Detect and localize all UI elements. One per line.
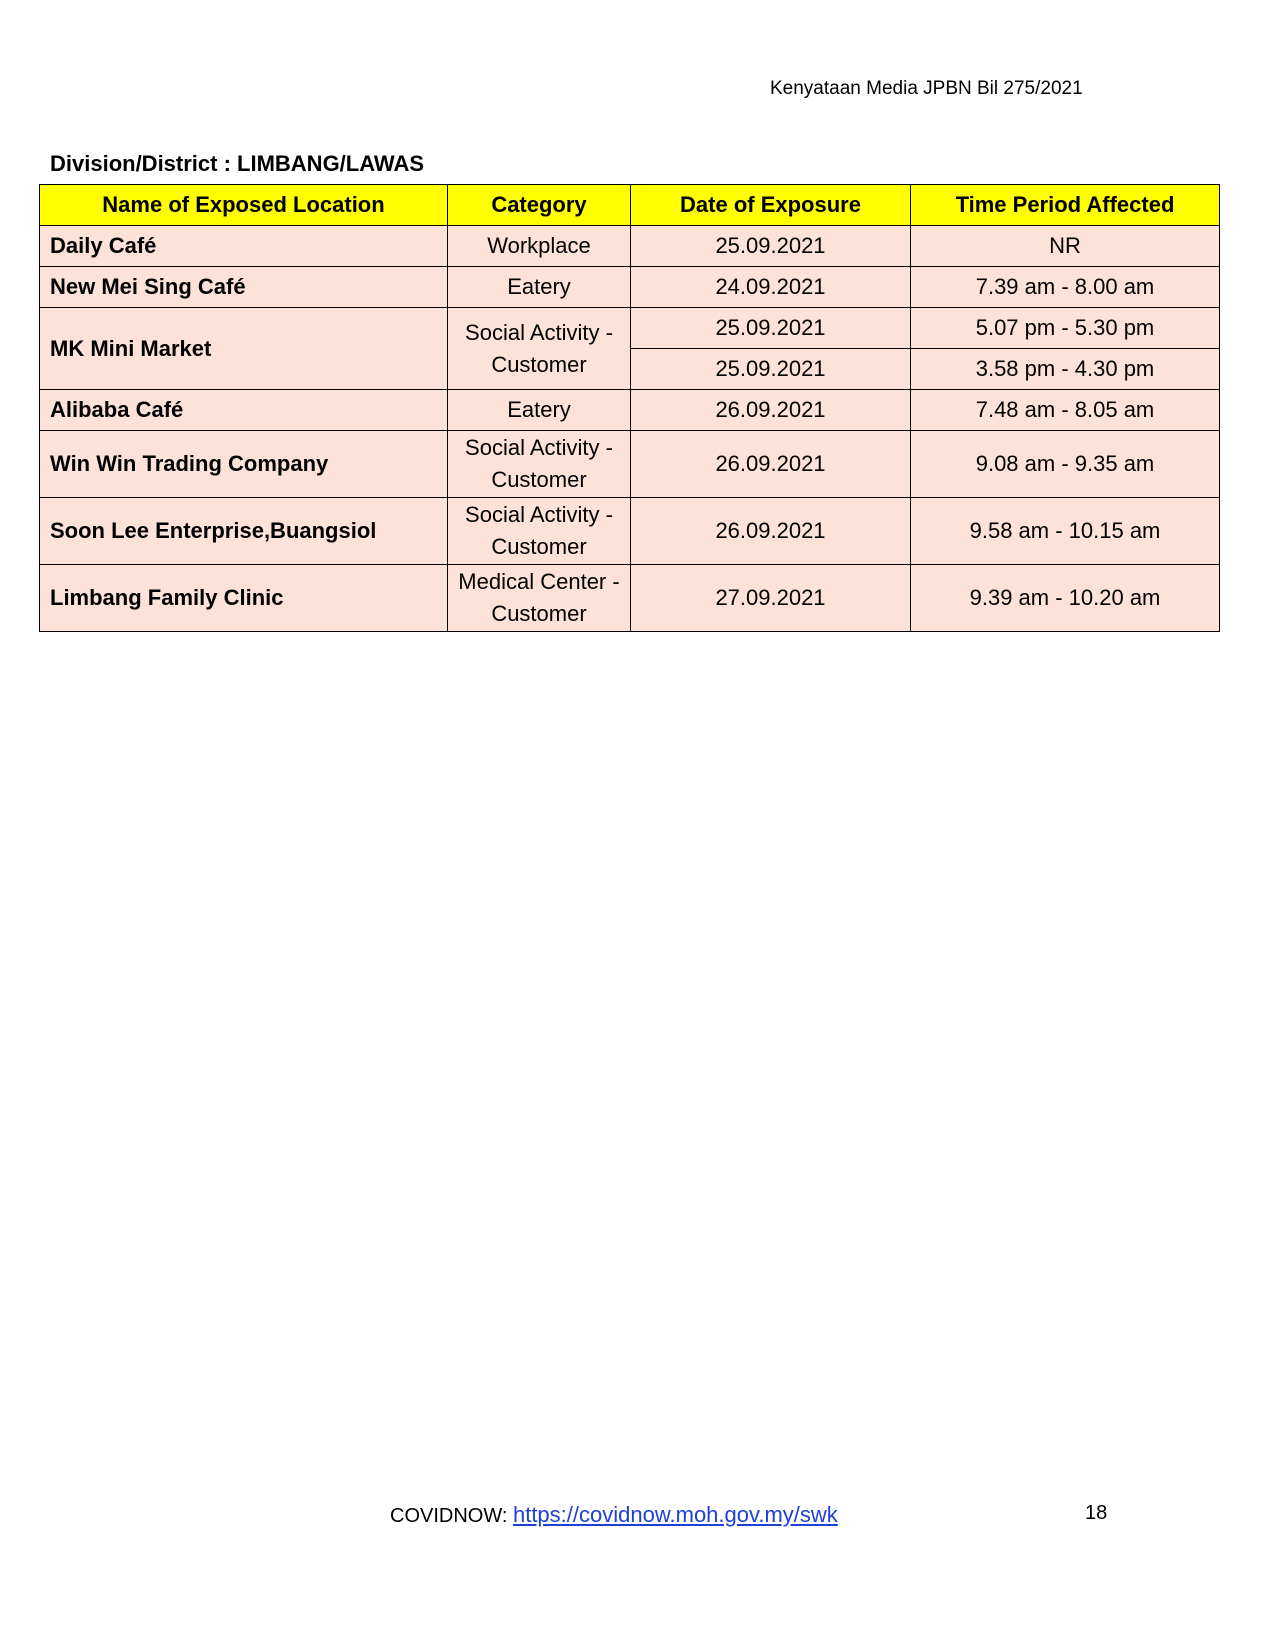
column-header-time: Time Period Affected: [911, 185, 1220, 226]
category-cell: Medical Center - Customer: [448, 565, 631, 632]
category-cell: Social Activity - Customer: [448, 431, 631, 498]
location-cell: New Mei Sing Café: [40, 267, 448, 308]
category-cell: Social Activity - Customer: [448, 308, 631, 390]
date-cell: 26.09.2021: [631, 390, 911, 431]
time-cell: 9.39 am - 10.20 am: [911, 565, 1220, 632]
time-cell: 7.39 am - 8.00 am: [911, 267, 1220, 308]
location-cell: Limbang Family Clinic: [40, 565, 448, 632]
date-cell: 25.09.2021: [631, 308, 911, 349]
time-cell: 3.58 pm - 4.30 pm: [911, 349, 1220, 390]
category-cell: Eatery: [448, 390, 631, 431]
column-header-category: Category: [448, 185, 631, 226]
location-cell: Soon Lee Enterprise,Buangsiol: [40, 498, 448, 565]
table-header-row: [40, 185, 1220, 226]
date-cell: 25.09.2021: [631, 226, 911, 267]
column-header-date: Date of Exposure: [631, 185, 911, 226]
time-cell: NR: [911, 226, 1220, 267]
table-row: [40, 565, 1220, 632]
footer-label: COVIDNOW:: [390, 1505, 513, 1527]
document-reference: Kenyataan Media JPBN Bil 275/2021: [770, 78, 1083, 99]
table-row: [40, 308, 1220, 349]
location-cell: Win Win Trading Company: [40, 431, 448, 498]
page-number: 18: [1085, 1502, 1108, 1524]
time-cell: 5.07 pm - 5.30 pm: [911, 308, 1220, 349]
category-cell: Workplace: [448, 226, 631, 267]
column-header-location: Name of Exposed Location: [40, 185, 448, 226]
exposure-table: [39, 184, 1220, 632]
time-cell: 7.48 am - 8.05 am: [911, 390, 1220, 431]
date-cell: 27.09.2021: [631, 565, 911, 632]
category-cell: Social Activity - Customer: [448, 498, 631, 565]
table-row: [40, 267, 1220, 308]
date-cell: 26.09.2021: [631, 498, 911, 565]
table-row: [40, 498, 1220, 565]
table-row: [40, 431, 1220, 498]
location-cell: Daily Café: [40, 226, 448, 267]
covidnow-link[interactable]: https://covidnow.moh.gov.my/swk: [512, 1502, 838, 1527]
time-cell: 9.58 am - 10.15 am: [911, 498, 1220, 565]
division-heading: Division/District : LIMBANG/LAWAS: [50, 151, 425, 176]
date-cell: 25.09.2021: [631, 349, 911, 390]
location-cell: MK Mini Market: [40, 308, 448, 390]
table-row: [40, 390, 1220, 431]
date-cell: 26.09.2021: [631, 431, 911, 498]
date-cell: 24.09.2021: [631, 267, 911, 308]
footer: [390, 1502, 838, 1528]
location-cell: Alibaba Café: [40, 390, 448, 431]
category-cell: Eatery: [448, 267, 631, 308]
table-row: [40, 226, 1220, 267]
time-cell: 9.08 am - 9.35 am: [911, 431, 1220, 498]
